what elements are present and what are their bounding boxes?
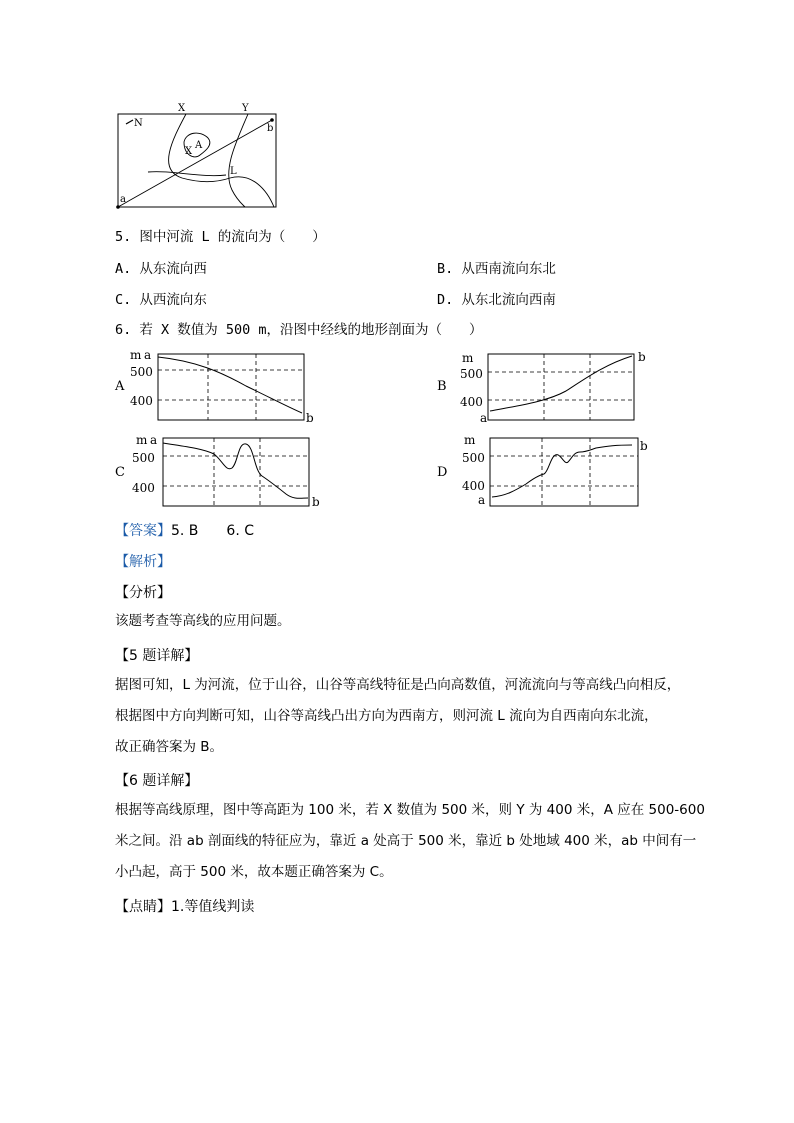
- fenxi-tag: 【分析】: [115, 585, 171, 601]
- dianjing-line: [115, 896, 254, 916]
- profile-d-y-top: 500: [462, 451, 485, 465]
- profile-d-y-bottom: 400: [462, 479, 485, 493]
- map-a-label: a: [120, 194, 126, 205]
- q6-detail-line-3: 小凸起，高于 500 米，故本题正确答案为 C。: [115, 864, 393, 880]
- dianjing-tag: 【点睛】: [115, 899, 171, 915]
- profile-c-y-top: 500: [132, 451, 155, 465]
- map-x-label: X: [178, 103, 186, 114]
- profile-a-start: a: [144, 348, 152, 362]
- fenxi-text: 该题考查等高线的应用问题。: [115, 613, 291, 629]
- profile-b-end: b: [638, 350, 646, 364]
- profile-a-y-top: 500: [130, 365, 153, 379]
- profile-b-y-bottom: 400: [460, 395, 483, 409]
- profile-d-figure: [456, 430, 666, 510]
- profile-a-unit: m: [130, 348, 142, 362]
- analysis-tag: 【解析】: [115, 554, 171, 570]
- dianjing-text: 1.等值线判读: [171, 899, 255, 915]
- map-b-label: b: [267, 123, 274, 134]
- profile-c-start: a: [150, 433, 158, 447]
- analysis-line: [115, 551, 171, 571]
- north-label: N: [134, 118, 143, 129]
- profile-a-y-bottom: 400: [130, 394, 153, 408]
- profile-c-y-bottom: 400: [132, 481, 155, 495]
- profile-a-end: b: [306, 411, 314, 425]
- profile-c-figure: [126, 430, 336, 510]
- peak-label: A: [195, 140, 203, 151]
- profile-d-end: b: [640, 439, 648, 453]
- map-y-label: Y: [242, 103, 249, 114]
- profile-d-start: a: [478, 493, 486, 507]
- profile-c-end: b: [312, 495, 320, 509]
- inner-x-label: X: [185, 146, 193, 157]
- profile-b-unit: m: [462, 351, 474, 365]
- profile-b-y-top: 500: [460, 367, 483, 381]
- q5-stem: 5. 图中河流 L 的流向为（ ）: [115, 229, 326, 245]
- profile-b-letter[interactable]: B: [437, 379, 447, 394]
- answer-line: [115, 520, 254, 540]
- profile-c-unit: m: [136, 433, 148, 447]
- profile-c-letter[interactable]: C: [115, 465, 125, 480]
- profile-a-letter[interactable]: A: [115, 379, 125, 394]
- q6-detail-line-2: 米之间。沿 ab 剖面线的特征应为，靠近 a 处高于 500 米，靠近 b 处地域 400 米，ab 中间有一: [115, 833, 697, 849]
- answer-text: 5. B 6. C: [171, 523, 254, 539]
- q5-option-b[interactable]: B. 从西南流向东北: [437, 261, 556, 277]
- q5-detail-line-3: 故正确答案为 B。: [115, 739, 224, 755]
- q6-detail-line-1: 根据等高线原理，图中等高距为 100 米，若 X 数值为 500 米，则 Y 为 400 米，A 应在 500-600: [115, 802, 705, 818]
- q5-option-a[interactable]: A. 从东流向西: [115, 261, 207, 277]
- river-label: L: [230, 166, 237, 177]
- profile-d-unit: m: [464, 433, 476, 447]
- q6-detail-tag: 【6 题详解】: [115, 773, 199, 789]
- q5-option-c[interactable]: C. 从西流向东: [115, 292, 207, 308]
- q5-detail-line-1: 据图可知，L 为河流，位于山谷，山谷等高线特征是凸向高数值，河流流向与等高线凸向相反，: [115, 677, 681, 693]
- answer-tag: 【答案】: [115, 523, 171, 539]
- profile-b-start: a: [480, 411, 488, 425]
- profile-b-figure: [456, 346, 666, 426]
- contour-map: [112, 100, 282, 210]
- q6-stem: 6. 若 X 数值为 500 m，沿图中经线的地形剖面为（ ）: [115, 322, 483, 338]
- q5-detail-tag: 【5 题详解】: [115, 648, 199, 664]
- q5-option-d[interactable]: D. 从东北流向西南: [437, 292, 556, 308]
- profile-a-figure: [126, 346, 326, 426]
- q5-detail-line-2: 根据图中方向判断可知，山谷等高线凸出方向为西南方，则河流 L 流向为自西南向东北流，: [115, 708, 658, 724]
- profile-d-letter[interactable]: D: [437, 465, 448, 480]
